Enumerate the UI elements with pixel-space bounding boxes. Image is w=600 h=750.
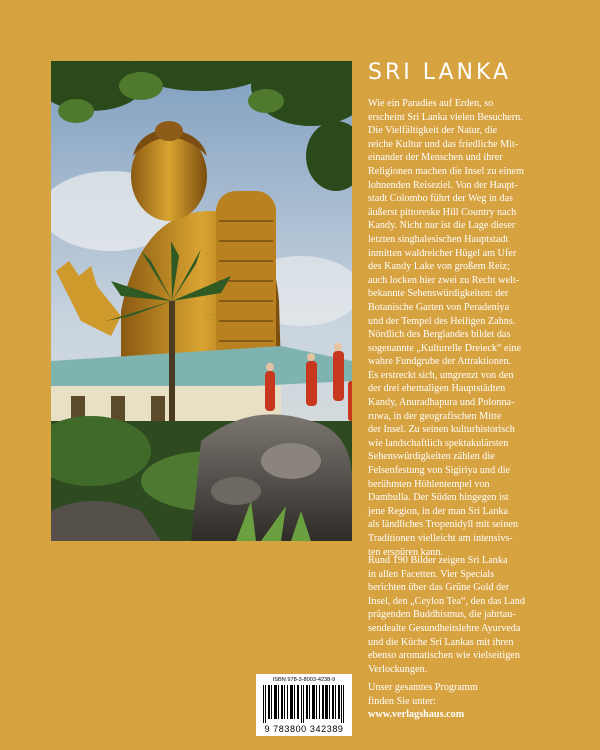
description-paragraph-1: Wie ein Paradies auf Erden, so erscheint Sri Lanka vielen Besuchern. Die Vielfältigkeit der Natur, die reiche Kultur und das friedliche Mit- einander der Menschen und ihrer Religionen machen die Insel zu einem lohnenden Reiseziel. Von der Haupt- stadt Colombo führt der Weg in das äußerst pittoreske Hill Country nach Kandy. Nicht nur ist die Lage dieser letzten singhalesischen Hauptstadt inmitten waldreicher Hügel am Ufer des Kandy Lake von großem Reiz; auch locken hier zwei zu Recht welt- bekannte Sehenswürdigkeiten: der Botanische Garten von Peradeniya und der Tempel des Heiligen Zahns. Nördlich des Berglandes bildet das sogenannte „Kulturelle Dreieck“ eine wahre Fundgrube der Attraktionen. Es erstreckt sich, umgrenzt von den der drei ehemaligen Hauptstädten Kandy, Anuradhapura und Polonna- ruwa, in der geografischen Mitte der Insel. Zu seinen kulturhistorisch wie landschaftlich spektakulärsten Sehenswürdigkeiten zählen die Felsenfestung von Sigiriya und die berühmten Höhlentempel von Dambulla. Der Süden hingegen ist jene Region, in der man Sri Lanka als ländliches Tropenidyll mit seinen Traditionen vielleicht am intensivs- ten erspüren kann. bbox=[368, 98, 524, 558]
cover-photo-golden-buddha bbox=[51, 61, 352, 541]
book-title: SRI LANKA bbox=[368, 60, 512, 85]
ean-digits: 9 783800 342389 bbox=[264, 724, 344, 734]
description-paragraph-2: Rund 190 Bilder zeigen Sri Lanka in allen Facetten. Vier Specials berichten über das Grüne Gold der Insel, den „Ceylon Tea“, den das Land prägenden Buddhismus, die jahrtau- sendealte Gesundheitslehre Ayurveda und die Küche Sri Lankas mit ihren ebenso aromatischen wie vielseitigen Verlockungen. bbox=[368, 555, 525, 675]
isbn-number: ISBN 978-3-8003-4238-9 bbox=[272, 677, 336, 683]
publisher-website-link[interactable]: www.verlagshaus.com bbox=[368, 709, 465, 720]
isbn-barcode bbox=[256, 674, 352, 736]
buddha-temple-illustration bbox=[51, 61, 352, 541]
barcode-bars bbox=[263, 685, 345, 723]
program-text: Unser gesamtes Programm finden Sie unter: bbox=[368, 682, 478, 707]
